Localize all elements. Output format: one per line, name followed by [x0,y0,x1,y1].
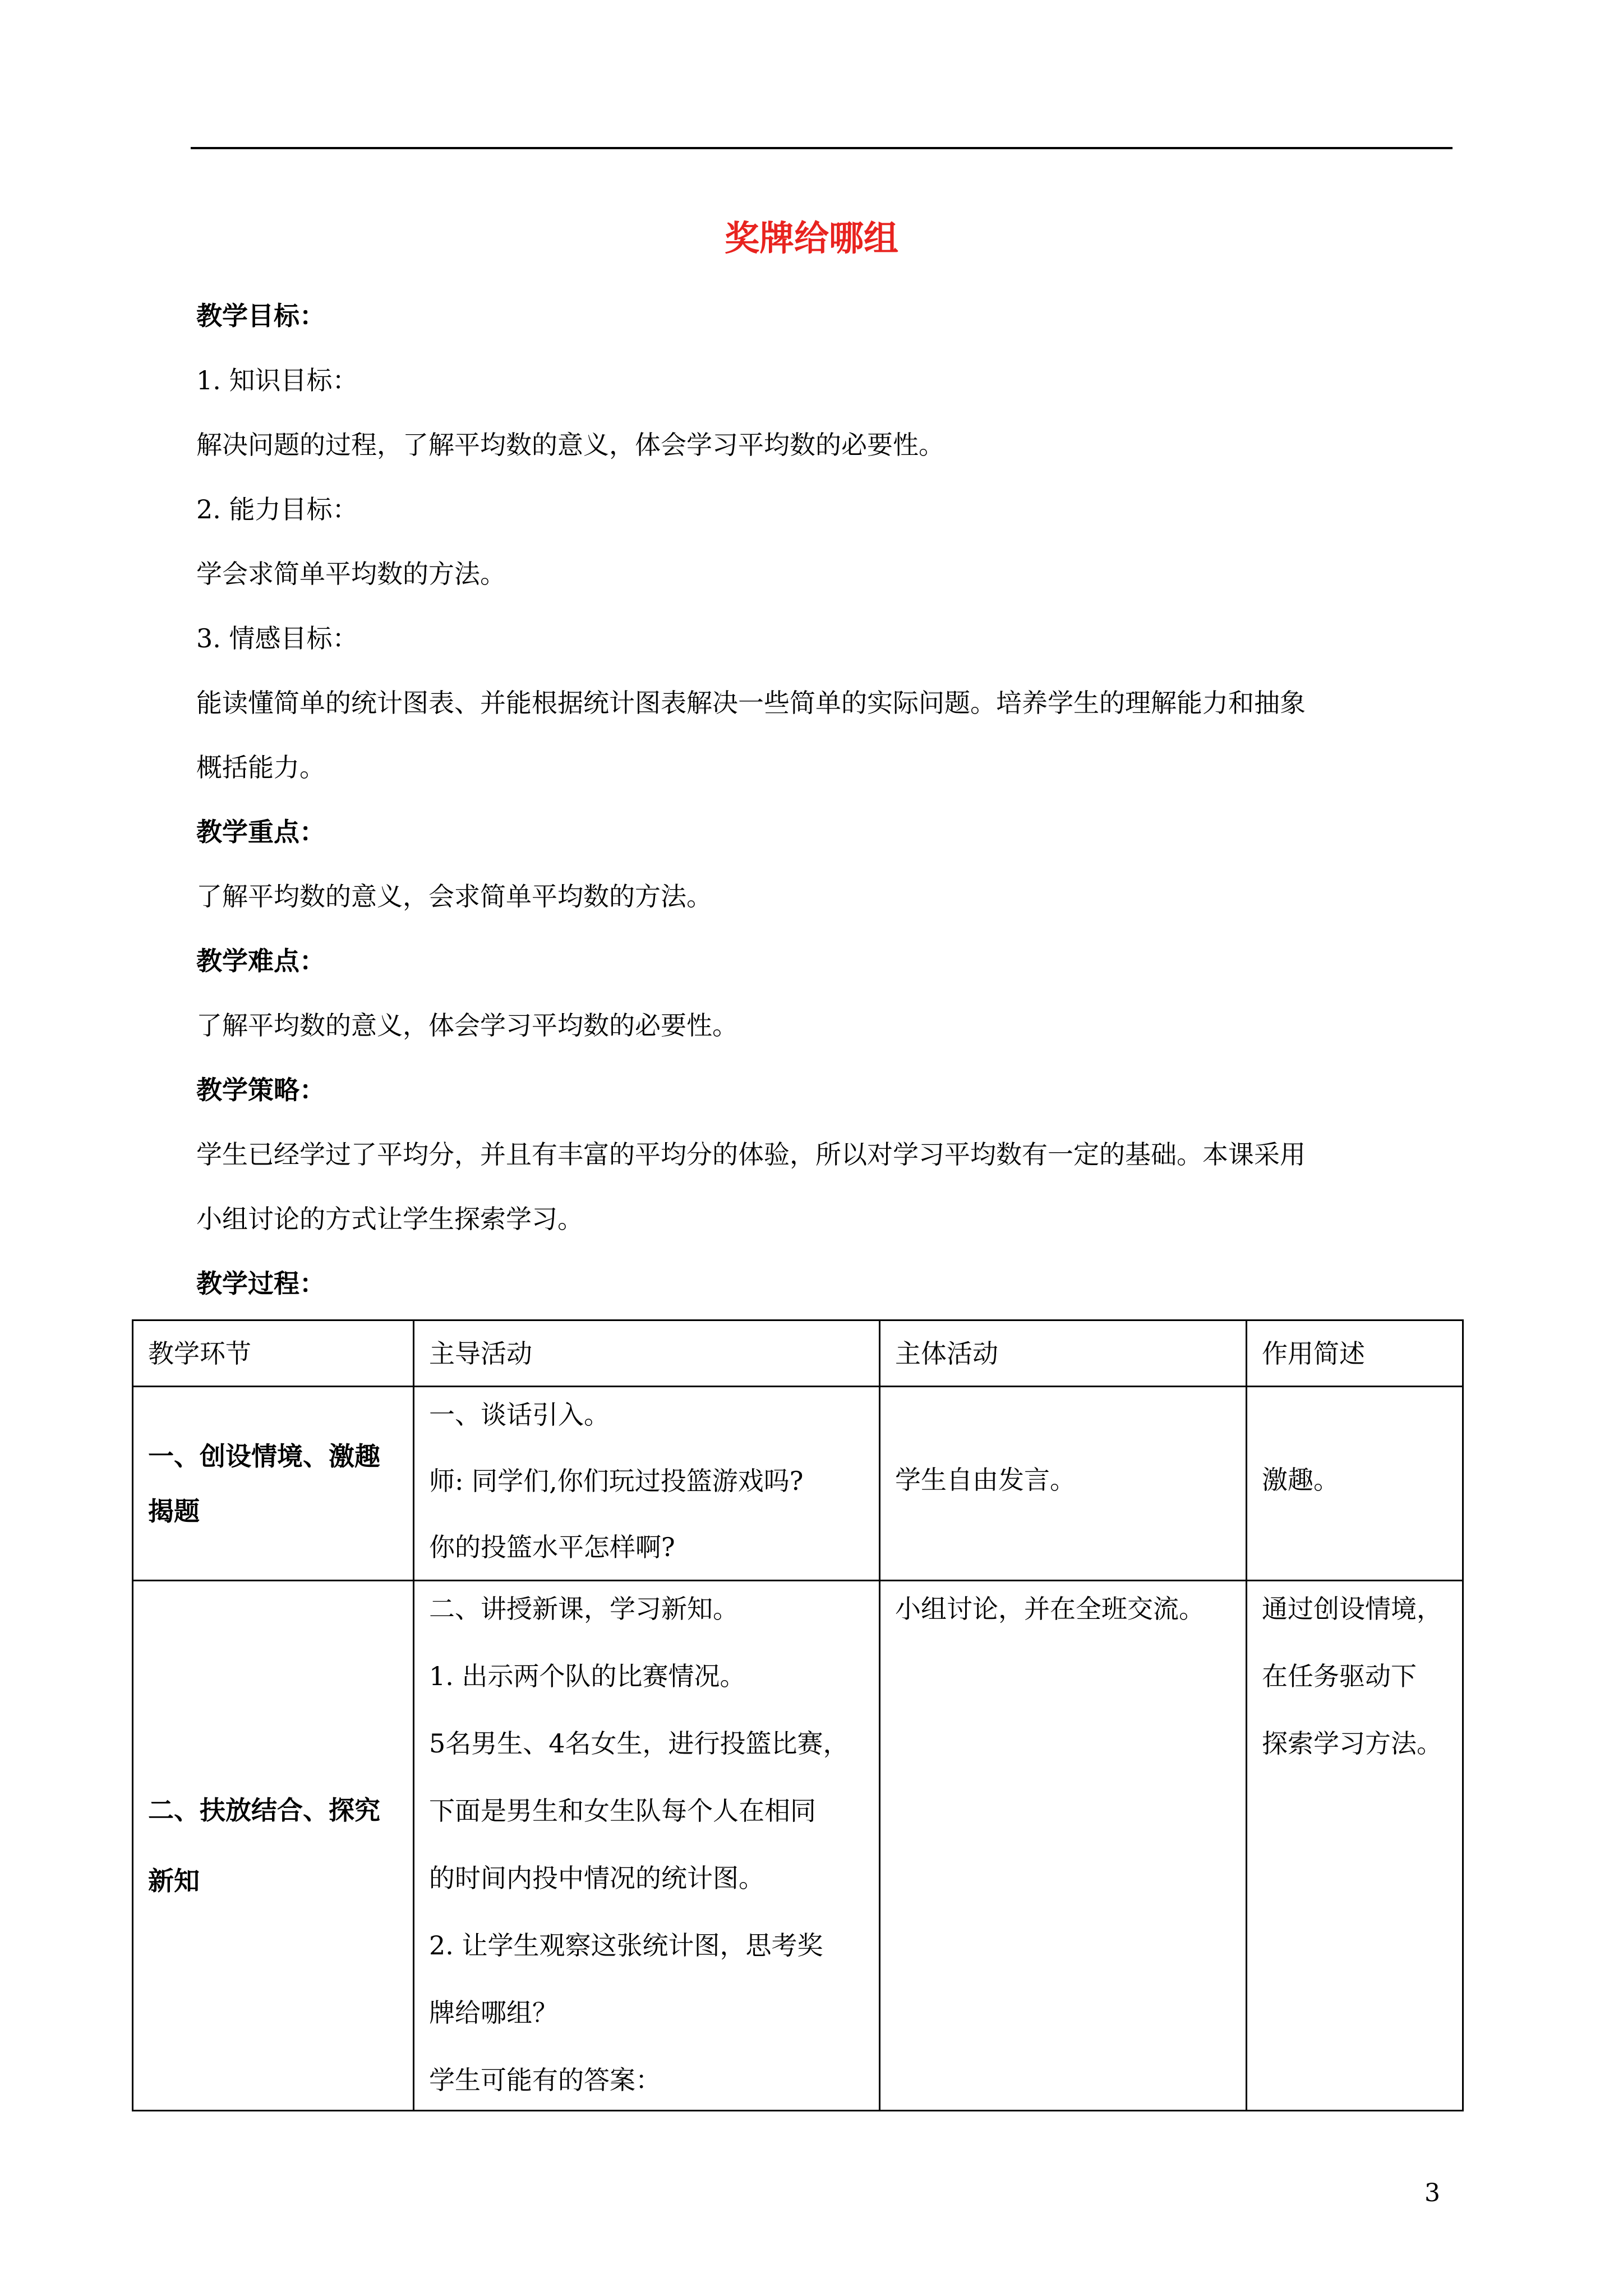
student-activity-text: 小组讨论，并在全班交流。 [895,1594,1205,1624]
stage-line: 二、扶放结合、探究 [148,1795,380,1825]
student-activity-text: 学生自由发言。 [895,1465,1076,1495]
lead-line: 1. 出示两个队的比赛情况。 [429,1661,746,1691]
lead-line: 5名男生、4名女生，进行投篮比赛， [429,1728,849,1759]
header-rule [191,147,1453,149]
difficulties-text: 了解平均数的意义，体会学习平均数的必要性。 [196,1010,738,1041]
ability-objective-heading: 2. 能力目标： [196,494,358,524]
ability-objective-text: 学会求简单平均数的方法。 [196,559,506,589]
header-stage: 教学环节 [133,1320,414,1387]
purpose-line: 在任务驱动下 [1262,1661,1417,1691]
knowledge-objective-text: 解决问题的过程，了解平均数的意义，体会学习平均数的必要性。 [196,430,944,460]
stage-cell [133,1387,414,1581]
header-student-activity: 主体活动 [880,1320,1247,1387]
lead-line: 牌给哪组？ [429,1998,558,2028]
strategy-heading: 教学策略： [196,1075,325,1105]
key-points-text: 了解平均数的意义，会求简单平均数的方法。 [196,881,712,912]
header-purpose: 作用简述 [1247,1320,1463,1387]
purpose-line: 激趣。 [1262,1465,1339,1495]
objectives-heading: 教学目标： [196,301,325,331]
header-lead-activity: 主导活动 [414,1320,880,1387]
purpose-line: 探索学习方法。 [1262,1728,1442,1759]
stage-line: 揭题 [148,1496,200,1526]
lead-line: 师: 同学们,你们玩过投篮游戏吗? [429,1466,804,1496]
emotion-objective-heading: 3. 情感目标： [196,623,358,654]
table-row [133,1581,1463,2111]
student-activity-cell [880,1581,1247,2111]
stage-cell [133,1581,414,2111]
stage-line: 新知 [148,1866,200,1896]
lead-line: 下面是男生和女生队每个人在相同 [429,1796,816,1826]
purpose-cell [1247,1581,1463,2111]
strategy-text-line-1: 学生已经学过了平均分，并且有丰富的平均分的体验，所以对学习平均数有一定的基础。本课采用 [196,1139,1306,1170]
strategy-text-line-2: 小组讨论的方式让学生探索学习。 [196,1204,583,1234]
lead-line: 你的投篮水平怎样啊? [429,1532,675,1562]
lead-line: 一、谈话引入。 [429,1400,610,1430]
emotion-objective-text-line-2: 概括能力。 [196,752,325,783]
knowledge-objective-heading: 1. 知识目标： [196,365,358,395]
teaching-process-table [132,1319,1464,2111]
student-activity-cell [880,1387,1247,1581]
lead-line: 学生可能有的答案： [429,2065,661,2095]
document-title: 奖牌给哪组 [724,218,898,259]
lead-line: 二、讲授新课，学习新知。 [429,1594,739,1624]
lead-activity-cell [414,1581,880,2111]
table-row [133,1387,1463,1581]
difficulties-heading: 教学难点： [196,946,325,976]
process-heading: 教学过程： [196,1268,325,1299]
lead-activity-cell [414,1387,880,1581]
emotion-objective-text-line-1: 能读懂简单的统计图表、并能根据统计图表解决一些简单的实际问题。培养学生的理解能力和抽象 [196,688,1306,718]
stage-line: 一、创设情境、激趣 [148,1441,380,1471]
purpose-line: 通过创设情境， [1262,1594,1442,1624]
key-points-heading: 教学重点： [196,817,325,847]
table-header-row [133,1320,1463,1387]
purpose-cell [1247,1387,1463,1581]
page-number: 3 [1424,2179,1440,2207]
lead-line: 的时间内投中情况的统计图。 [429,1863,764,1893]
lead-line: 2. 让学生观察这张统计图，思考奖 [429,1930,823,1961]
